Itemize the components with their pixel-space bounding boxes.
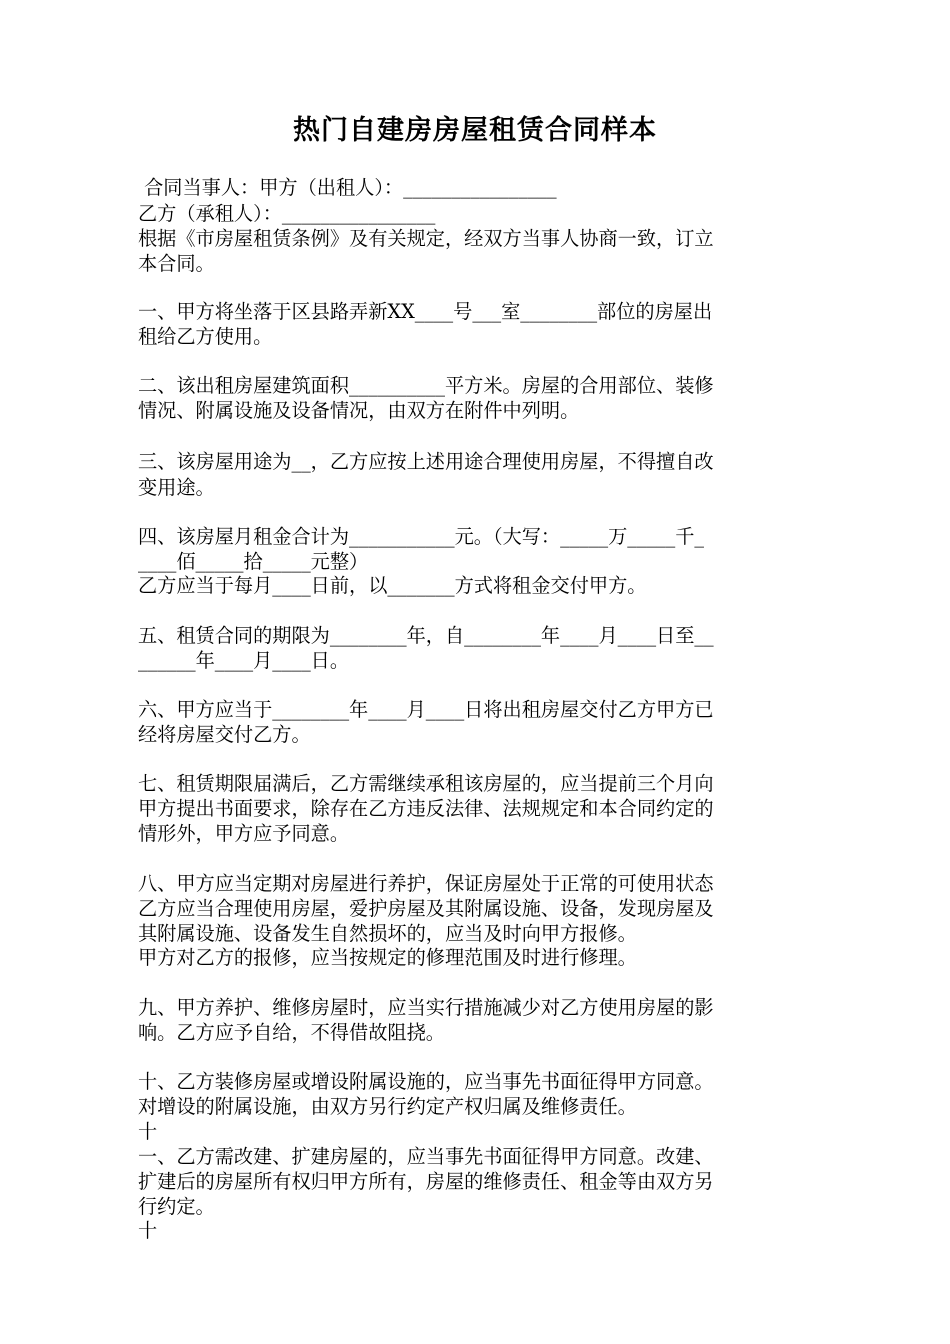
clause-line: 二、该出租房屋建筑面积__________平方米。房屋的合用部位、装修 [138,374,714,397]
clause-line: 甲方提出书面要求，除存在乙方违反法律、法规规定和本合同约定的 [138,797,714,820]
party-b-line: 乙方（承租人）：________________ [138,202,436,225]
clause-line: 情形外，甲方应予同意。 [138,822,350,845]
clause-line: 响。乙方应予自给，不得借故阻挠。 [138,1021,445,1044]
clause-line: 经将房屋交付乙方。 [138,723,311,746]
clause-line: 三、该房屋用途为__，乙方应按上述用途合理使用房屋，不得擅自改 [138,450,714,473]
clause-line: 七、租赁期限届满后，乙方需继续承租该房屋的，应当提前三个月向 [138,772,714,795]
clause-line: 一、乙方需改建、扩建房屋的，应当事先书面征得甲方同意。改建、 [138,1145,714,1168]
clause-line: 四、该房屋月租金合计为___________元。（大写：_____万_____千_ [138,525,705,548]
clause-line: ______年____月____日。 [138,649,350,672]
clause-line: 一、甲方将坐落于区县路弄新XX____号___室________部位的房屋出 [138,300,713,323]
clause-line: 十 [138,1120,158,1143]
clause-line: 九、甲方养护、维修房屋时，应当实行措施减少对乙方使用房屋的影 [138,996,714,1019]
clause-line: 变用途。 [138,476,215,499]
clause-line: 租给乙方使用。 [138,325,273,348]
clause-line: 乙方应当合理使用房屋，爱护房屋及其附属设施、设备，发现房屋及 [138,897,714,920]
clause-line: 十 [138,1219,158,1242]
clause-line: 其附属设施、设备发生自然损坏的，应当及时向甲方报修。 [138,922,637,945]
clause-line: 甲方对乙方的报修，应当按规定的修理范围及时进行修理。 [138,946,637,969]
clause-line: 乙方应当于每月____日前，以_______方式将租金交付甲方。 [138,574,647,597]
preamble-line: 本合同。 [138,252,215,275]
clause-line: 情况、附属设施及设备情况，由双方在附件中列明。 [138,399,580,422]
clause-line: ____佰_____拾_____元整） [138,550,369,573]
preamble-line: 根据《市房屋租赁条例》及有关规定，经双方当事人协商一致，订立 [138,227,714,250]
clause-line: 行约定。 [138,1195,215,1218]
clause-line: 对增设的附属设施，由双方另行约定产权归属及维修责任。 [138,1095,637,1118]
document-title: 热门自建房房屋租赁合同样本 [293,115,657,146]
clause-line: 八、甲方应当定期对房屋进行养护，保证房屋处于正常的可使用状态 [138,872,714,895]
clause-line: 六、甲方应当于________年____月____日将出租房屋交付乙方甲方已 [138,698,714,721]
clause-line: 十、乙方装修房屋或增设附属设施的，应当事先书面征得甲方同意。 [138,1070,714,1093]
party-a-line: 合同当事人：甲方（出租人）：________________ [138,176,557,199]
clause-line: 扩建后的房屋所有权归甲方所有，房屋的维修责任、租金等由双方另 [138,1170,714,1193]
clause-line: 五、租赁合同的期限为________年，自________年____月____日至__ [138,624,714,647]
